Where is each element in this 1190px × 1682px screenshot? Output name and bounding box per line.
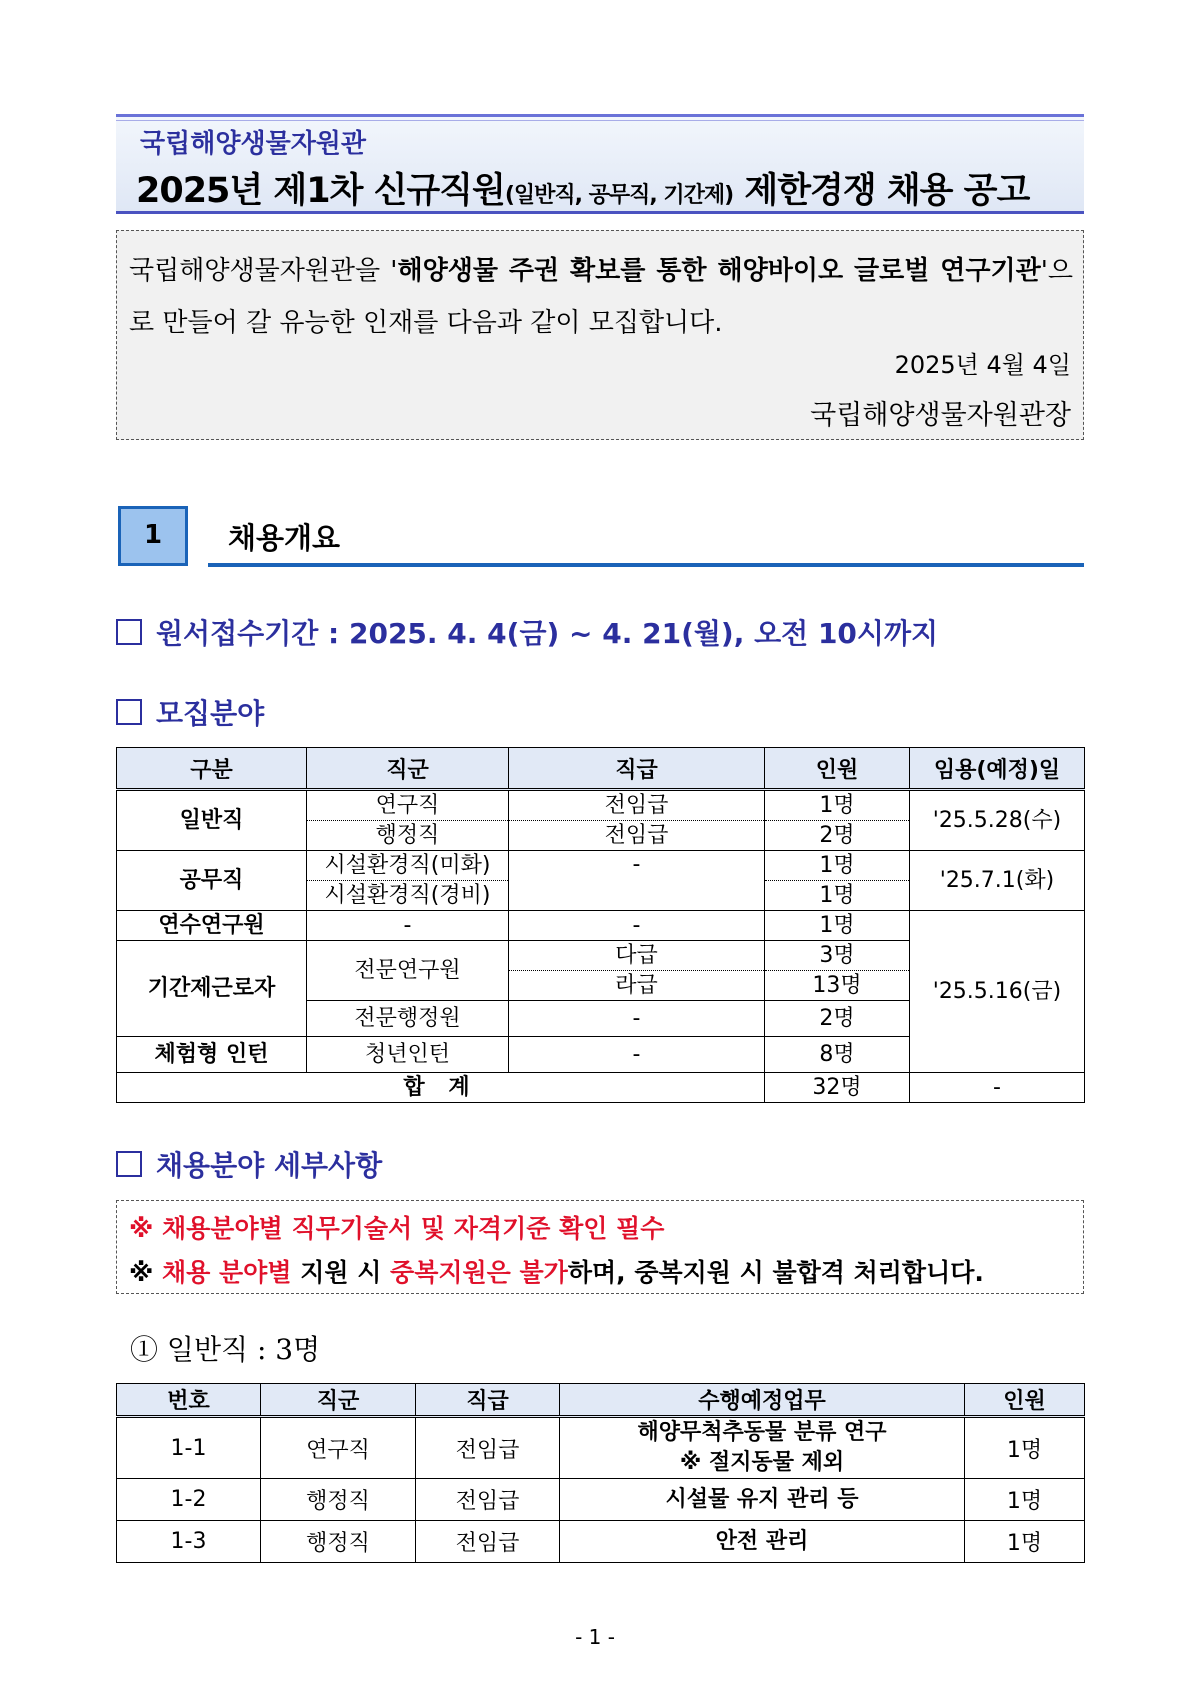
duty-cell: 안전 관리 [560, 1521, 965, 1563]
duty-text: 해양무척추동물 분류 연구 [637, 1420, 887, 1445]
details-heading [116, 1144, 382, 1184]
signer: 국립해양생물자원관장 [810, 400, 1071, 431]
count-cell: 2명 [765, 821, 910, 851]
column-header: 직급 [416, 1384, 560, 1417]
number-cell: 1-2 [117, 1479, 261, 1521]
total-date: - [910, 1073, 1085, 1103]
grade-cell: 라급 [509, 971, 765, 1001]
column-header: 수행예정업무 [560, 1384, 965, 1417]
notice-text: ※ [129, 1258, 163, 1287]
group-cell: 시설환경직(미화) [307, 851, 509, 881]
total-count: 32명 [765, 1073, 910, 1103]
count-cell: 2명 [765, 1001, 910, 1037]
column-header: 직군 [307, 748, 509, 790]
category-cell: 공무직 [117, 851, 307, 911]
notice-highlight: 채용 분야별 [162, 1258, 292, 1287]
count-cell: 1명 [765, 851, 910, 881]
section-divider [208, 563, 1084, 567]
category-cell: 일반직 [117, 790, 307, 851]
duty-cell [560, 1417, 965, 1479]
table-row [117, 851, 1085, 881]
group-cell: 시설환경직(경비) [307, 881, 509, 911]
grade-cell: 전임급 [509, 790, 765, 821]
grade-cell: - [509, 1037, 765, 1073]
count-cell: 1명 [765, 881, 910, 911]
group-cell: - [307, 911, 509, 941]
table-row [117, 1417, 1085, 1479]
date-cell: '25.5.28(수) [910, 790, 1085, 851]
intro-box [116, 230, 1084, 440]
column-header: 임용(예정)일 [910, 748, 1085, 790]
column-header: 인원 [765, 748, 910, 790]
count-cell: 3명 [765, 941, 910, 971]
notice-line-2 [129, 1253, 984, 1289]
group-cell: 행정직 [261, 1521, 416, 1563]
recruitment-heading-text: 모집분야 [156, 697, 265, 730]
announcement-header [116, 114, 1084, 214]
grade-cell: - [509, 851, 765, 911]
notice-text: 지원 시 [291, 1258, 391, 1287]
number-cell: 1-3 [117, 1521, 261, 1563]
application-period-text: 원서접수기간 : 2025. 4. 4(금) ~ 4. 21(월), 오전 10시까지 [156, 617, 939, 650]
detail-table [116, 1383, 1085, 1563]
column-header: 구분 [117, 748, 307, 790]
application-period-heading [116, 612, 938, 652]
intro-text-bold: 해양생물 주권 확보를 통한 해양바이오 글로벌 연구기관 [397, 256, 1041, 286]
duty-cell: 시설물 유지 관리 등 [560, 1479, 965, 1521]
grade-cell: 전임급 [509, 821, 765, 851]
count-cell: 1명 [965, 1417, 1085, 1479]
count-cell: 1명 [765, 790, 910, 821]
number-cell: 1-1 [117, 1417, 261, 1479]
category-cell: 체험형 인턴 [117, 1037, 307, 1073]
table-total-row [117, 1073, 1085, 1103]
date-cell: '25.7.1(화) [910, 851, 1085, 911]
category-cell: 연수연구원 [117, 911, 307, 941]
subsection-title: ① 일반직 : 3명 [130, 1333, 321, 1366]
count-cell: 1명 [965, 1479, 1085, 1521]
count-cell: 1명 [965, 1521, 1085, 1563]
title-main: 2025년 제1차 신규직원 [136, 171, 505, 211]
title-categories: (일반직, 공무직, 기간제) [504, 183, 734, 208]
duty-note: ※ 절지동물 제외 [679, 1450, 845, 1475]
intro-text-part: '으로 만들어 갈 유능한 인재를 다음과 같이 모집합니다. [129, 256, 1074, 338]
recruitment-table [116, 747, 1085, 1103]
table-header-row [117, 1384, 1085, 1417]
grade-cell: - [509, 1001, 765, 1037]
org-name: 국립해양생물자원관 [140, 129, 367, 159]
grade-cell: 다급 [509, 941, 765, 971]
checkbox-square-icon [116, 619, 142, 645]
group-cell: 연구직 [307, 790, 509, 821]
announcement-date: 2025년 4월 4일 [894, 351, 1071, 379]
total-label: 합 계 [117, 1073, 765, 1103]
count-cell: 8명 [765, 1037, 910, 1073]
grade-cell: 전임급 [416, 1417, 560, 1479]
column-header: 직군 [261, 1384, 416, 1417]
table-row [117, 1521, 1085, 1563]
count-cell: 13명 [765, 971, 910, 1001]
grade-cell: 전임급 [416, 1521, 560, 1563]
section-title: 채용개요 [228, 521, 341, 555]
category-cell: 기간제근로자 [117, 941, 307, 1037]
title-suffix: 제한경쟁 채용 공고 [733, 171, 1030, 211]
grade-cell: 전임급 [416, 1479, 560, 1521]
section-number: 1 [118, 506, 188, 566]
checkbox-square-icon [116, 699, 142, 725]
group-cell: 청년인턴 [307, 1037, 509, 1073]
notice-box [116, 1200, 1084, 1294]
group-cell: 행정직 [261, 1479, 416, 1521]
notice-text: 하며, 중복지원 시 불합격 처리합니다. [567, 1258, 984, 1287]
column-header: 직급 [509, 748, 765, 790]
intro-text-part: 국립해양생물자원관을 ' [129, 256, 398, 286]
column-header: 번호 [117, 1384, 261, 1417]
table-row [117, 911, 1085, 941]
column-header: 인원 [965, 1384, 1085, 1417]
grade-cell: - [509, 911, 765, 941]
group-cell: 전문연구원 [307, 941, 509, 1001]
date-cell: '25.5.16(금) [910, 911, 1085, 1073]
page-title [136, 163, 1029, 213]
table-header-row [117, 748, 1085, 790]
page-number: - 1 - [575, 1625, 615, 1649]
recruitment-heading [116, 692, 264, 732]
group-cell: 연구직 [261, 1417, 416, 1479]
count-cell: 1명 [765, 911, 910, 941]
group-cell: 행정직 [307, 821, 509, 851]
intro-text [129, 245, 1073, 349]
checkbox-square-icon [116, 1151, 142, 1177]
details-heading-text: 채용분야 세부사항 [156, 1149, 383, 1182]
table-row [117, 1479, 1085, 1521]
table-row [117, 790, 1085, 821]
group-cell: 전문행정원 [307, 1001, 509, 1037]
notice-line-1: ※ 채용분야별 직무기술서 및 자격기준 확인 필수 [129, 1214, 665, 1243]
notice-highlight: 중복지원은 불가 [390, 1258, 568, 1287]
